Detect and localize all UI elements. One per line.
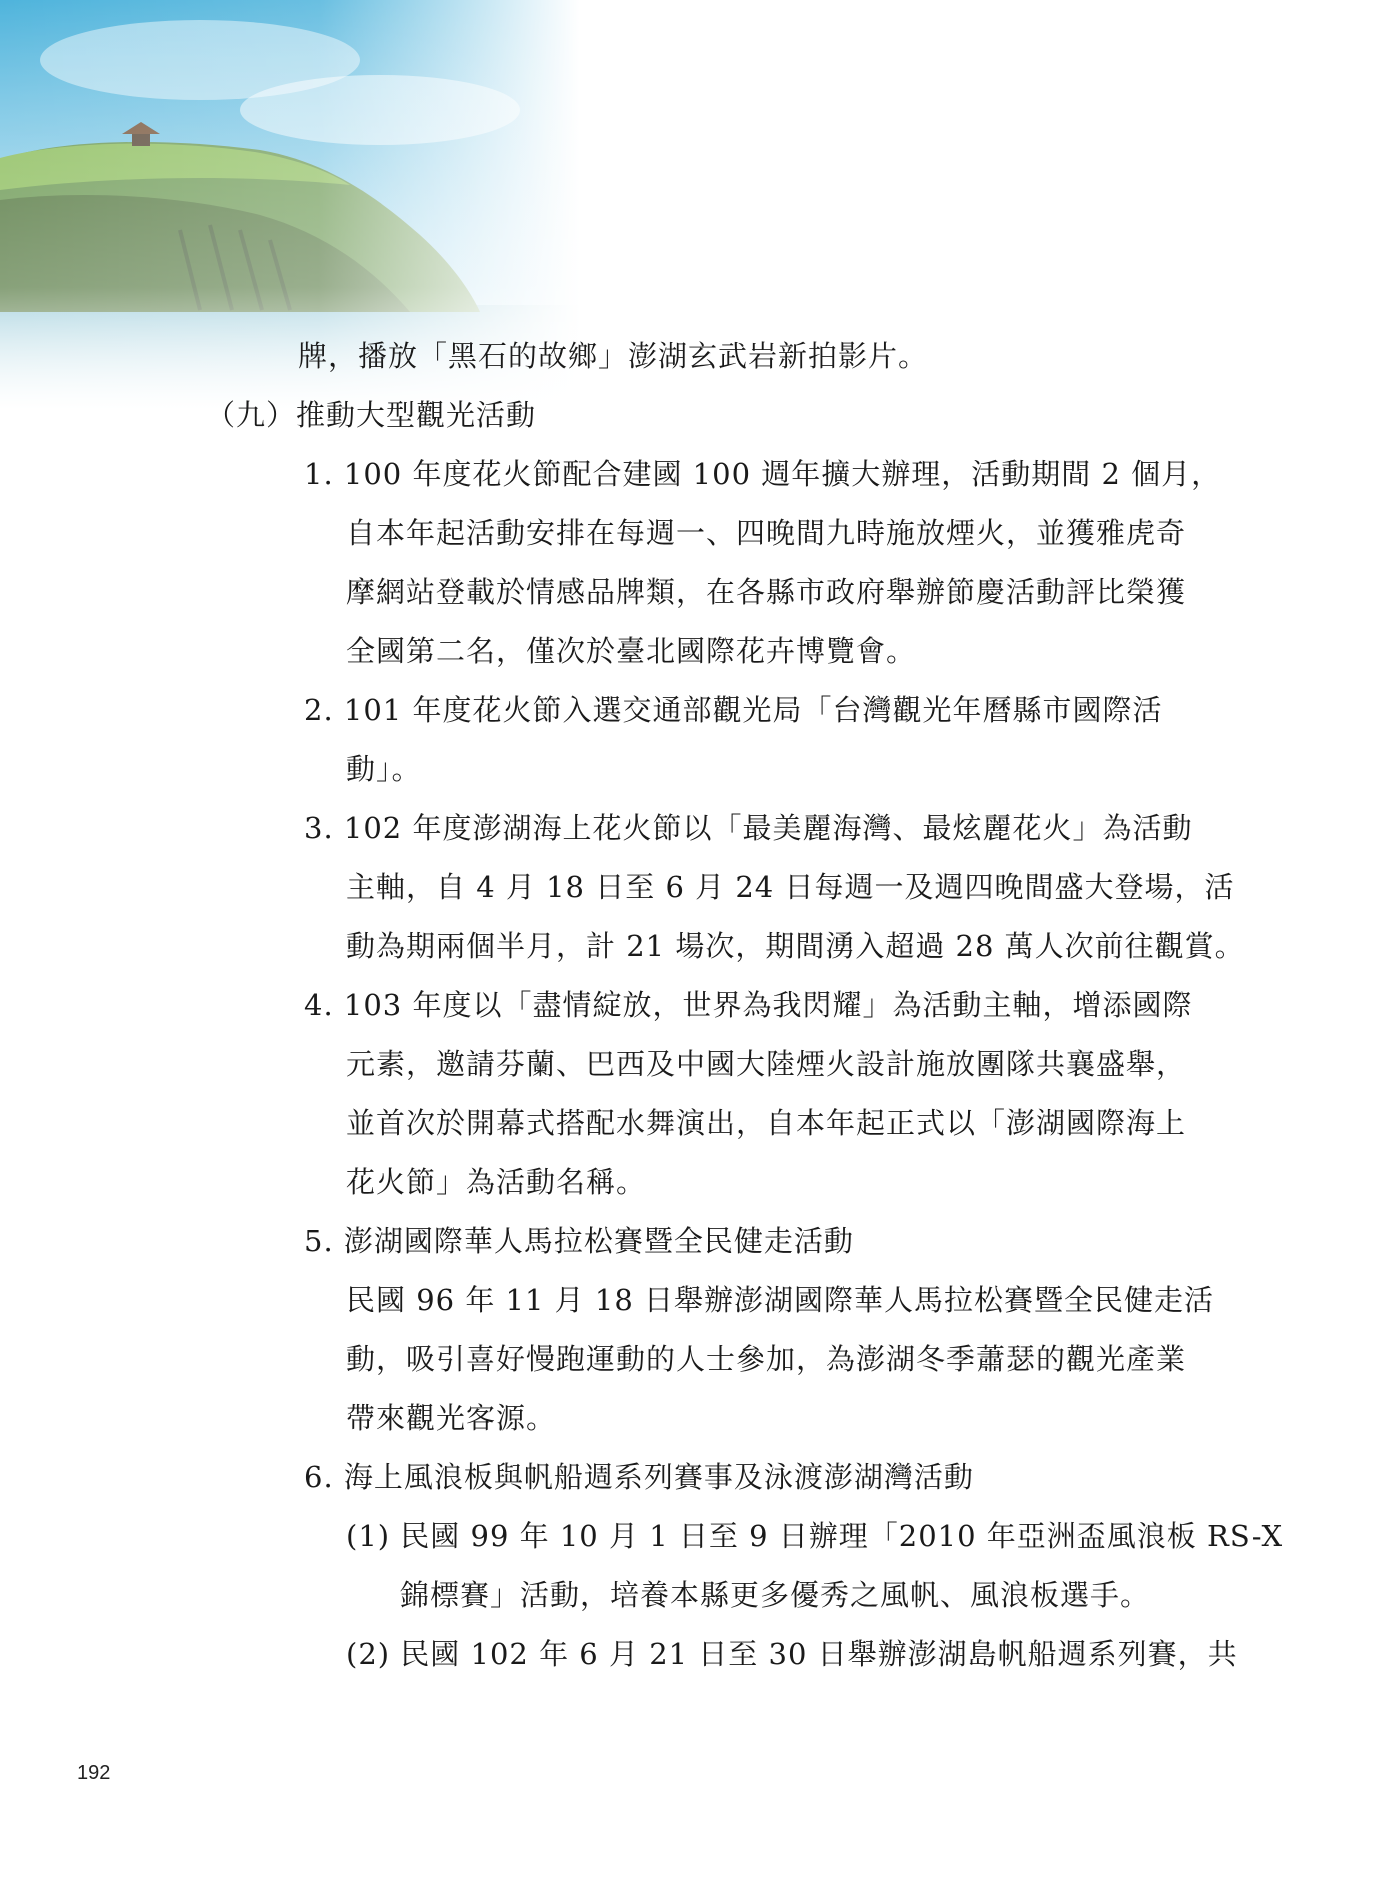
item-6-sub-2-line-1: (2) 民國 102 年 6 月 21 日至 30 日舉辦澎湖島帆船週系列賽，共: [346, 1637, 1238, 1671]
item-1-line-1: 1. 100 年度花火節配合建國 100 週年擴大辦理，活動期間 2 個月，: [304, 457, 1222, 491]
page-number: 192: [77, 1762, 111, 1784]
item-2-line-1: 2. 101 年度花火節入選交通部觀光局「台灣觀光年曆縣市國際活: [304, 693, 1163, 727]
item-4-line-3: 並首次於開幕式搭配水舞演出，自本年起正式以「澎湖國際海上: [346, 1106, 1187, 1140]
item-4-line-4: 花火節」為活動名稱。: [346, 1165, 647, 1199]
item-3-line-3: 動為期兩個半月，計 21 場次，期間湧入超過 28 萬人次前往觀賞。: [346, 929, 1245, 963]
item-1-line-3: 摩網站登載於情感品牌類，在各縣市政府舉辦節慶活動評比榮獲: [346, 575, 1187, 609]
item-4-line-2: 元素，邀請芬蘭、巴西及中國大陸煙火設計施放團隊共襄盛舉，: [346, 1047, 1187, 1081]
item-5-line-3: 帶來觀光客源。: [346, 1401, 557, 1435]
item-6-title: 6. 海上風浪板與帆船週系列賽事及泳渡澎湖灣活動: [304, 1460, 974, 1494]
item-2-line-2: 動」。: [346, 752, 422, 786]
section-heading: （九）推動大型觀光活動: [206, 398, 537, 432]
item-1-line-2: 自本年起活動安排在每週一、四晚間九時施放煙火，並獲雅虎奇: [346, 516, 1187, 550]
item-5-line-2: 動，吸引喜好慢跑運動的人士參加，為澎湖冬季蕭瑟的觀光產業: [346, 1342, 1187, 1376]
item-6-sub-1-line-1: (1) 民國 99 年 10 月 1 日至 9 日辦理「2010 年亞洲盃風浪板 RS-X: [346, 1519, 1284, 1553]
item-5-line-1: 民國 96 年 11 月 18 日舉辦澎湖國際華人馬拉松賽暨全民健走活: [346, 1283, 1215, 1317]
item-3-line-1: 3. 102 年度澎湖海上花火節以「最美麗海灣、最炫麗花火」為活動: [304, 811, 1193, 845]
item-1-line-4: 全國第二名，僅次於臺北國際花卉博覽會。: [346, 634, 917, 668]
item-3-line-2: 主軸，自 4 月 18 日至 6 月 24 日每週一及週四晚間盛大登場，活: [346, 870, 1235, 904]
item-5-title: 5. 澎湖國際華人馬拉松賽暨全民健走活動: [304, 1224, 854, 1258]
text-line-1: 牌，播放「黑石的故鄉」澎湖玄武岩新拍影片。: [298, 339, 929, 373]
item-4-line-1: 4. 103 年度以「盡情綻放，世界為我閃耀」為活動主軸，增添國際: [304, 988, 1193, 1022]
item-6-sub-1-line-2: 錦標賽」活動，培養本縣更多優秀之風帆、風浪板選手。: [400, 1578, 1151, 1612]
